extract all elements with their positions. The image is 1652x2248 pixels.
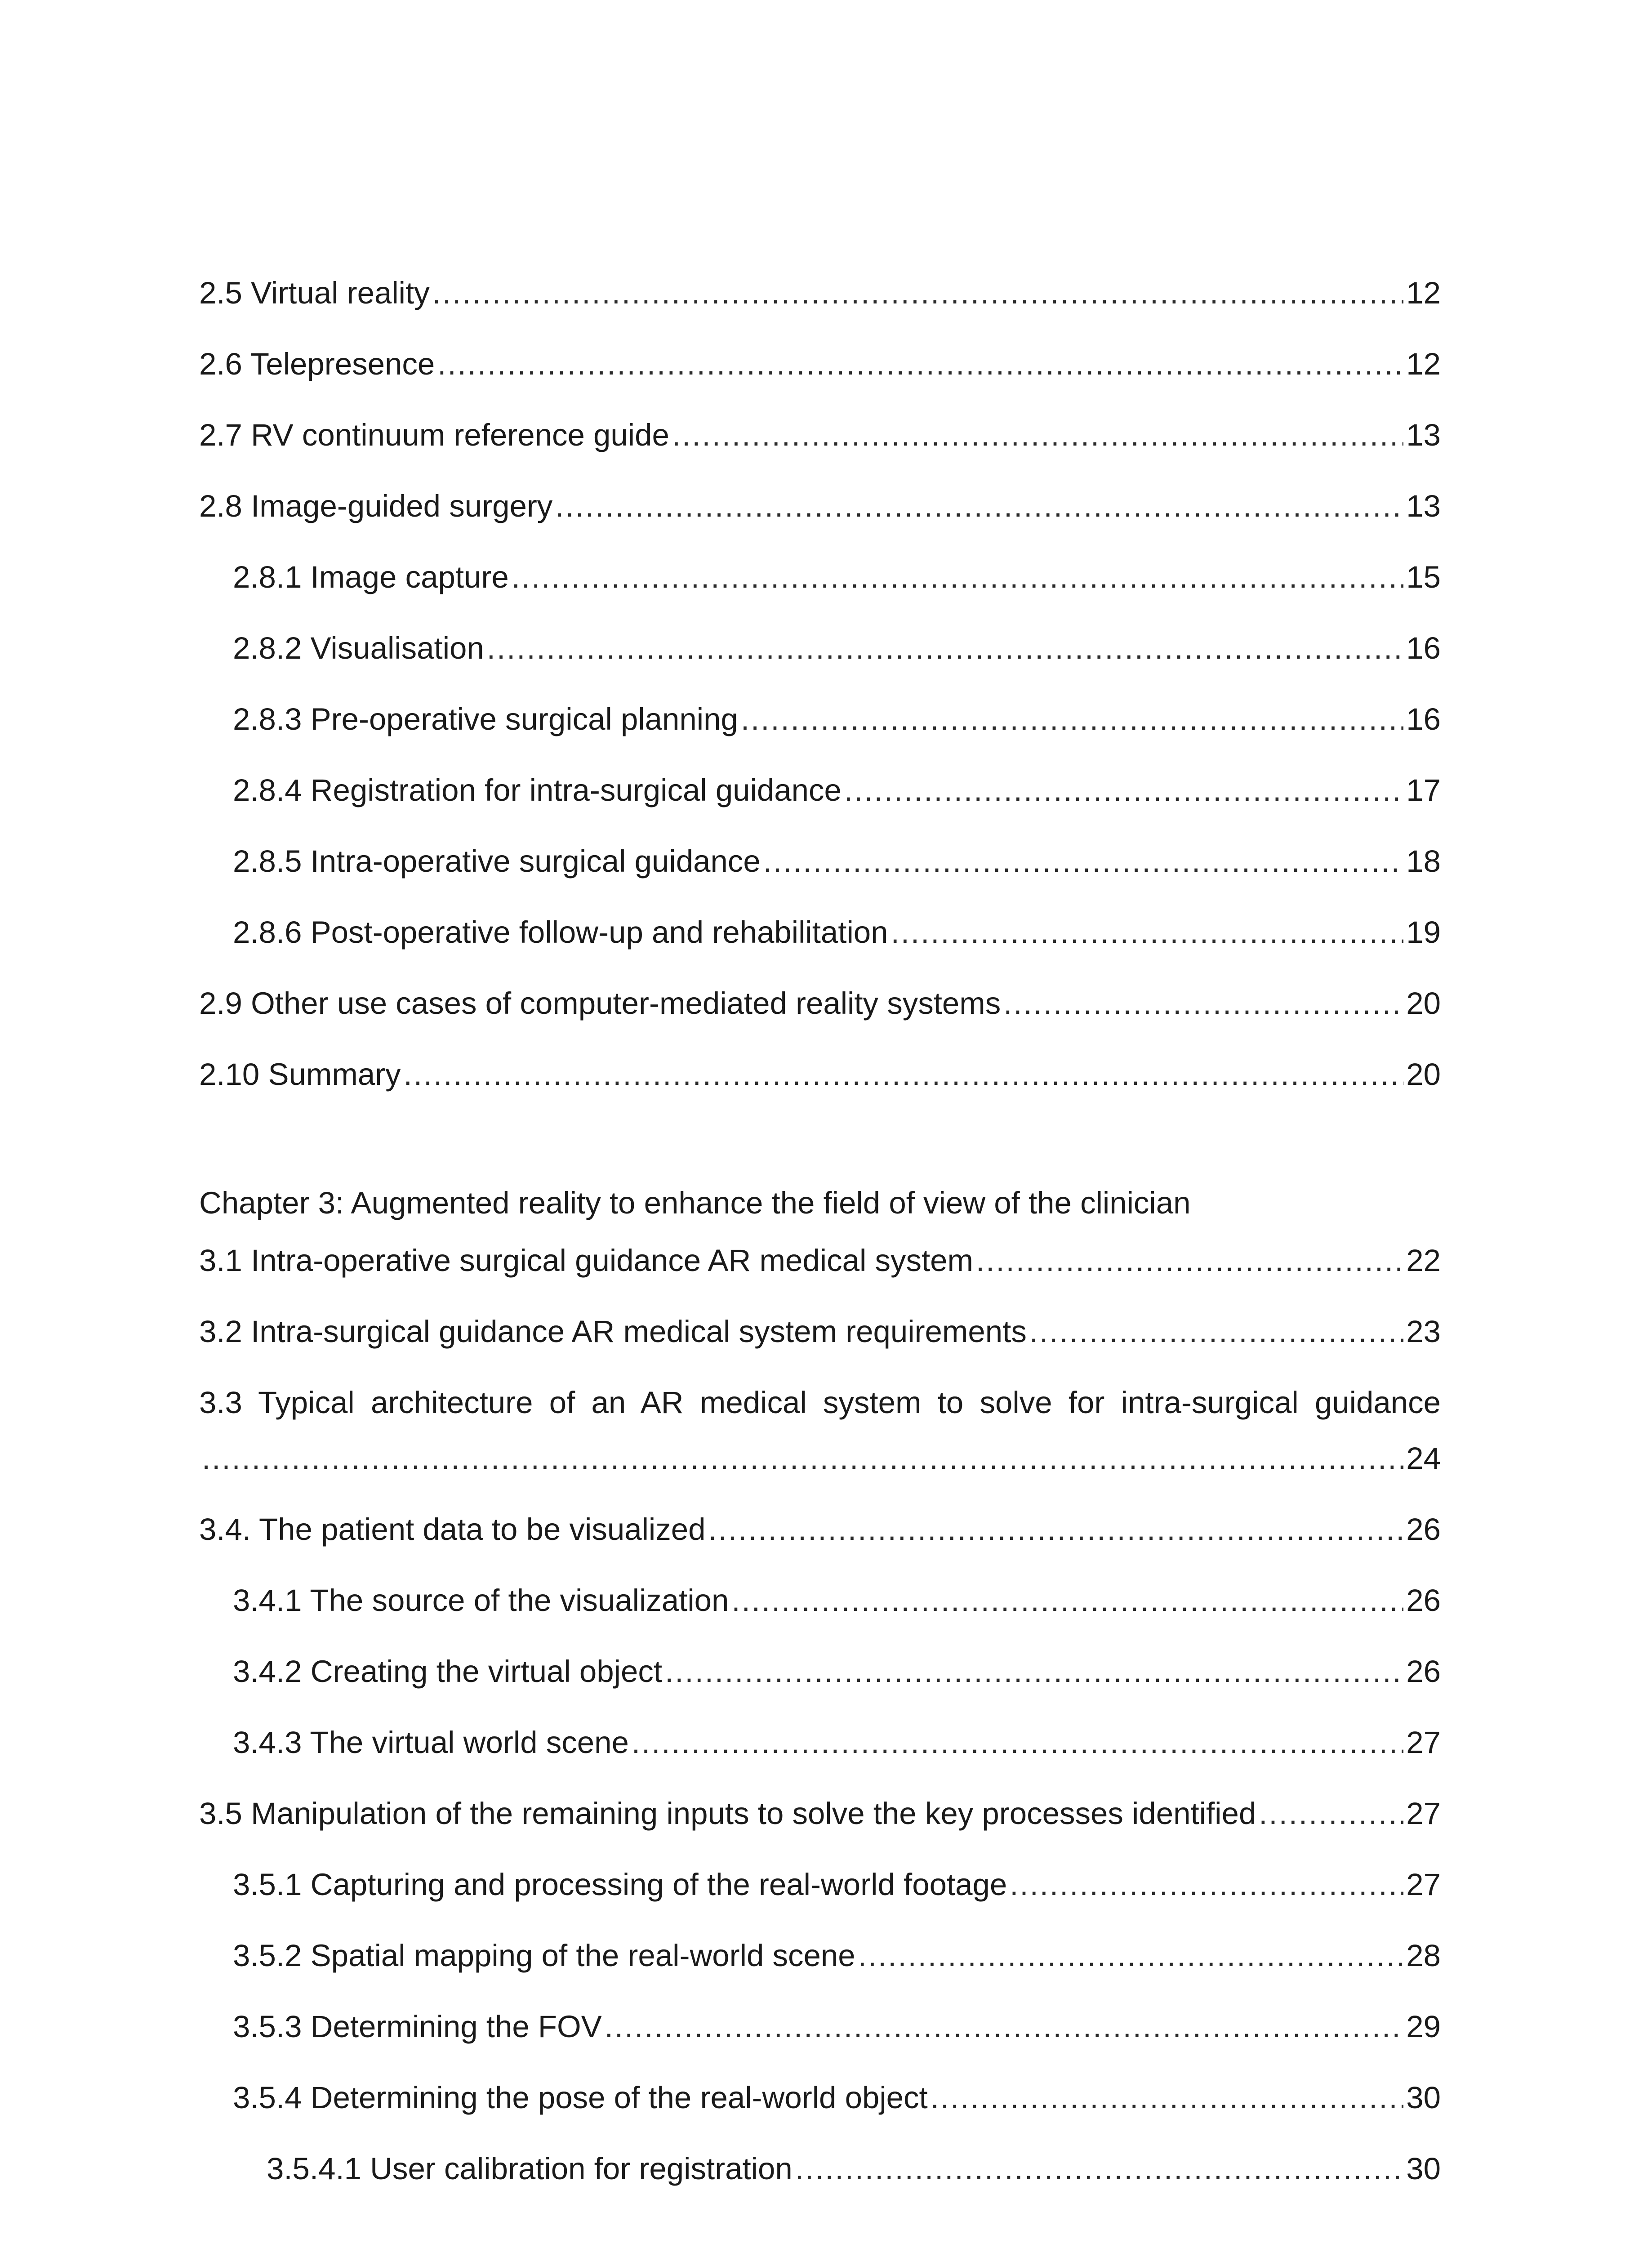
toc-entry-2-9 <box>199 986 1441 1030</box>
toc-entry-3-5-4-1 <box>267 2151 1441 2196</box>
toc-entry-title: 2.5 Virtual reality <box>199 276 430 310</box>
toc-entry-page: 27 <box>1406 1867 1441 1902</box>
dot-leader <box>672 417 1403 453</box>
toc-entry-page: 29 <box>1406 2009 1441 2044</box>
dot-leader <box>487 630 1403 666</box>
toc-entry-page: 26 <box>1406 1583 1441 1618</box>
toc-entry-page: 19 <box>1406 915 1441 950</box>
toc-entry-title: 3.5 Manipulation of the remaining inputs to solve the key processes identified <box>199 1796 1256 1831</box>
dot-leader <box>404 1057 1404 1092</box>
dot-leader <box>605 2009 1404 2044</box>
toc-entry-title: 3.5.1 Capturing and processing of the real-world footage <box>233 1867 1007 1902</box>
toc-entry-page: 16 <box>1406 631 1441 665</box>
toc-entry-3-5-2 <box>233 1938 1441 1983</box>
dot-leader <box>1010 1867 1403 1902</box>
toc-entry-title: 2.8.4 Registration for intra-surgical guidance <box>233 773 842 807</box>
toc-entry-page: 13 <box>1406 418 1441 452</box>
toc-entry-2-6 <box>199 346 1441 391</box>
toc-entry-title: 3.5.4 Determining the pose of the real-world object <box>233 2080 928 2115</box>
toc-entry-2-7 <box>199 417 1441 462</box>
toc-entry-title: 3.1 Intra-operative surgical guidance AR medical system <box>199 1243 974 1278</box>
dot-leader <box>763 843 1404 879</box>
dot-leader <box>795 2151 1404 2186</box>
dot-leader <box>931 2080 1404 2115</box>
toc-entry-page: 22 <box>1406 1243 1441 1278</box>
toc-entry-page: 12 <box>1406 276 1441 310</box>
dot-leader <box>731 1583 1403 1618</box>
toc-entry-title: 2.8.3 Pre-operative surgical planning <box>233 702 738 736</box>
dot-leader <box>844 772 1403 808</box>
toc-entry-page: 24 <box>1406 1441 1441 1476</box>
toc-entry-3-3-title: 3.3 Typical architecture of an AR medical system to solve for intra-surgical guidance <box>199 1385 1441 1420</box>
toc-entry-page: 12 <box>1406 347 1441 381</box>
toc-entry-page: 28 <box>1406 1938 1441 1973</box>
toc-entry-3-4-2 <box>233 1654 1441 1699</box>
toc-entry-title: 3.2 Intra-surgical guidance AR medical system requirements <box>199 1314 1027 1349</box>
toc-entry-title: 2.8.6 Post-operative follow-up and rehabilitation <box>233 915 888 950</box>
toc-entry-title: 3.4.2 Creating the virtual object <box>233 1654 663 1689</box>
toc-entry-title: 2.8.2 Visualisation <box>233 631 484 665</box>
toc-entry-2-8-3 <box>233 701 1441 746</box>
toc-entry-2-8 <box>199 488 1441 533</box>
dot-leader <box>1259 1796 1403 1831</box>
toc-entry-3-4-1 <box>233 1583 1441 1628</box>
dot-leader <box>555 488 1403 524</box>
toc-entry-3-4-3 <box>233 1725 1441 1770</box>
dot-leader <box>432 275 1404 311</box>
toc-entry-title: 3.4.1 The source of the visualization <box>233 1583 729 1618</box>
dot-leader <box>1029 1314 1403 1349</box>
dot-leader <box>891 914 1404 950</box>
toc-entry-title: 2.7 RV continuum reference guide <box>199 418 669 452</box>
toc-entry-3-4 <box>199 1512 1441 1557</box>
toc-entry-page: 30 <box>1406 2151 1441 2186</box>
dot-leader <box>665 1654 1403 1689</box>
toc-entry-title: 3.5.4.1 User calibration for registration <box>267 2151 793 2186</box>
toc-entry-3-1 <box>199 1243 1441 1288</box>
toc-entry-3-3 <box>199 1441 1441 1485</box>
toc-entry-title: 2.10 Summary <box>199 1057 401 1092</box>
toc-entry-page: 26 <box>1406 1512 1441 1547</box>
toc-entry-page: 20 <box>1406 986 1441 1021</box>
toc-entry-title: 2.8 Image-guided surgery <box>199 489 553 523</box>
dot-leader <box>202 1441 1403 1476</box>
toc-entry-page: 27 <box>1406 1725 1441 1760</box>
toc-entry-title: 3.5.3 Determining the FOV <box>233 2009 602 2044</box>
toc-entry-2-5 <box>199 275 1441 320</box>
toc-entry-2-8-1 <box>233 559 1441 604</box>
toc-entry-page: 17 <box>1406 773 1441 807</box>
toc-entry-2-8-2 <box>233 630 1441 675</box>
dot-leader <box>512 559 1404 595</box>
dot-leader <box>632 1725 1403 1760</box>
toc-entry-2-8-4 <box>233 772 1441 817</box>
dot-leader <box>1003 986 1403 1021</box>
toc-entry-title: 2.8.1 Image capture <box>233 560 509 594</box>
chapter-heading: Chapter 3: Augmented reality to enhance the field of view of the clinician <box>199 1186 1191 1220</box>
toc-entry-3-2 <box>199 1314 1441 1359</box>
toc-entry-title: 3.4. The patient data to be visualized <box>199 1512 706 1547</box>
dot-leader <box>858 1938 1404 1973</box>
toc-entry-page: 15 <box>1406 560 1441 594</box>
toc-entry-3-5-3 <box>233 2009 1441 2054</box>
toc-entry-3-5-4 <box>233 2080 1441 2125</box>
toc-entry-2-8-5 <box>233 843 1441 888</box>
toc-entry-title: 3.4.3 The virtual world scene <box>233 1725 629 1760</box>
toc-entry-page: 27 <box>1406 1796 1441 1831</box>
toc-entry-title: 3.5.2 Spatial mapping of the real-world scene <box>233 1938 855 1973</box>
dot-leader <box>437 346 1403 382</box>
toc-entry-3-5 <box>199 1796 1441 1841</box>
toc-entry-page: 13 <box>1406 489 1441 523</box>
toc-entry-title: 2.6 Telepresence <box>199 347 435 381</box>
toc-entry-2-8-6 <box>233 914 1441 959</box>
toc-entry-2-10 <box>199 1057 1441 1102</box>
toc-entry-title: 2.9 Other use cases of computer-mediated reality systems <box>199 986 1001 1021</box>
toc-entry-page: 23 <box>1406 1314 1441 1349</box>
toc-entry-page: 30 <box>1406 2080 1441 2115</box>
toc-entry-3-5-1 <box>233 1867 1441 1912</box>
dot-leader <box>976 1243 1403 1278</box>
dot-leader <box>708 1512 1404 1547</box>
toc-entry-page: 18 <box>1406 844 1441 879</box>
toc-entry-title: 2.8.5 Intra-operative surgical guidance <box>233 844 761 879</box>
dot-leader <box>741 701 1403 737</box>
toc-entry-page: 16 <box>1406 702 1441 736</box>
toc-entry-page: 26 <box>1406 1654 1441 1689</box>
toc-entry-page: 20 <box>1406 1057 1441 1092</box>
